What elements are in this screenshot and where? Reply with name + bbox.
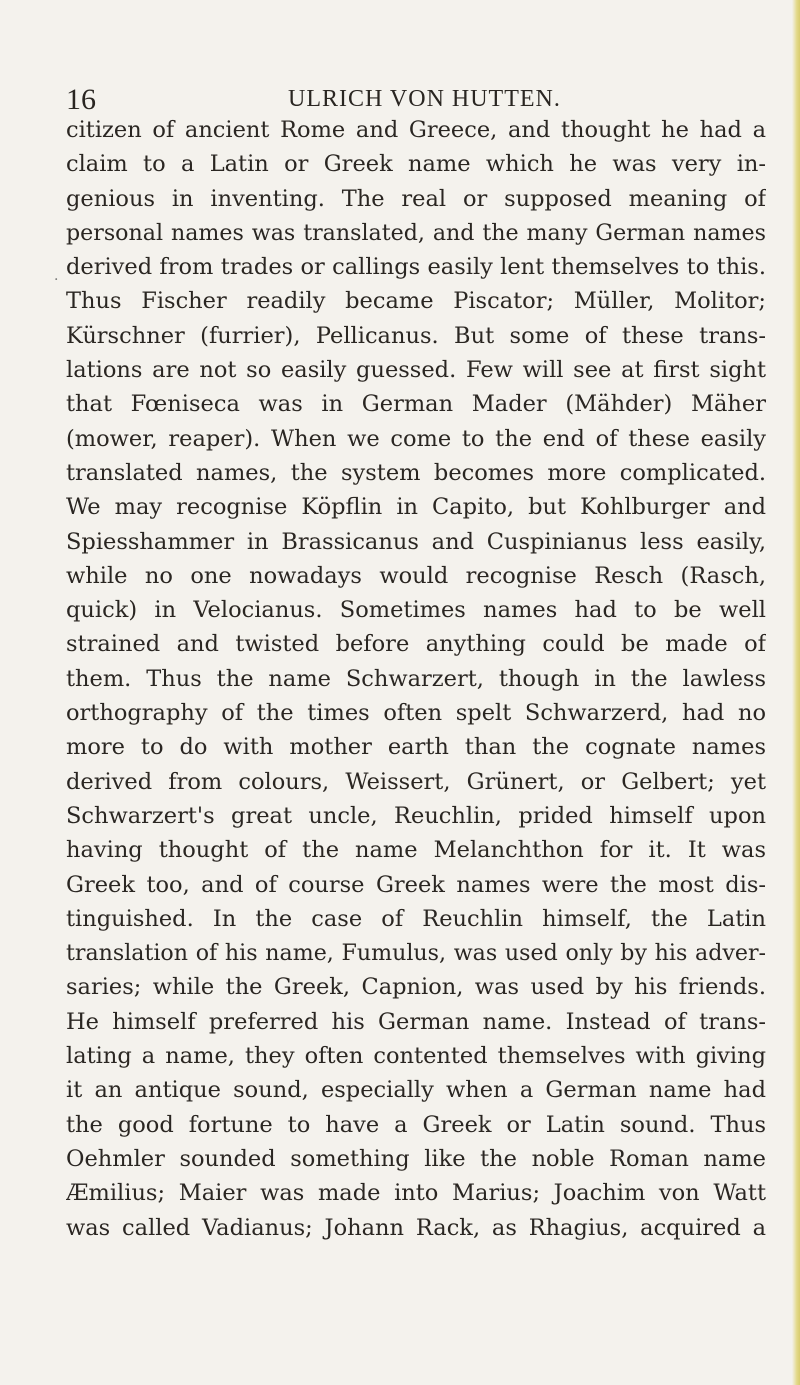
text-line: translated names, the system becomes more complicated.	[66, 459, 766, 486]
text-line: Kürschner (furrier), Pellicanus. But some of these trans-	[66, 322, 766, 349]
margin-mark: ·	[54, 272, 59, 288]
text-line: citizen of ancient Rome and Greece, and thought he had a	[66, 117, 766, 143]
text-line: He himself preferred his German name. Instead of trans-	[66, 1008, 766, 1035]
page-number: 16	[66, 83, 96, 116]
text-line: having thought of the name Melanchthon for it. It was	[66, 837, 766, 864]
text-line: the good fortune to have a Greek or Latin sound. Thus	[66, 1111, 766, 1138]
running-title: ULRICH VON HUTTEN.	[288, 86, 561, 112]
text-line: was called Vadianus; Johann Rack, as Rhagius, acquired a	[66, 1214, 766, 1241]
text-line: genious in inventing. The real or supposed meaning of	[66, 185, 766, 212]
text-line: translation of his name, Fumulus, was used only by his adver-	[66, 940, 766, 967]
text-line: derived from colours, Weissert, Grünert, or Gelbert; yet	[66, 768, 766, 795]
text-line: Æmilius; Maier was made into Marius; Joachim von Watt	[66, 1180, 766, 1207]
text-line: lating a name, they often contented themselves with giving	[66, 1043, 766, 1070]
text-line: orthography of the times often spelt Schwarzerd, had no	[66, 700, 766, 727]
text-line: while no one nowadays would recognise Resch (Rasch,	[66, 562, 766, 589]
text-line: tinguished. In the case of Reuchlin himself, the Latin	[66, 905, 766, 932]
page-edge	[792, 0, 800, 1385]
body-text	[66, 113, 766, 1245]
text-line: claim to a Latin or Greek name which he was very in-	[66, 151, 766, 178]
text-line: that Fœniseca was in German Mader (Mähder) Mäher	[66, 391, 766, 418]
text-line: Greek too, and of course Greek names were the most dis-	[66, 871, 766, 898]
text-line: Schwarzert's great uncle, Reuchlin, prided himself upon	[66, 802, 766, 829]
text-line: them. Thus the name Schwarzert, though in the lawless	[66, 665, 766, 692]
text-line: personal names was translated, and the many German names	[66, 219, 766, 246]
text-line: quick) in Velocianus. Sometimes names had to be well	[66, 597, 766, 624]
text-line: saries; while the Greek, Capnion, was used by his friends.	[66, 974, 766, 1001]
text-line: derived from trades or callings easily lent themselves to this.	[66, 254, 766, 281]
text-line: lations are not so easily guessed. Few will see at first sight	[66, 357, 766, 384]
text-line: (mower, reaper). When we come to the end of these easily	[66, 425, 766, 452]
text-line: strained and twisted before anything could be made of	[66, 631, 766, 658]
text-line: it an antique sound, especially when a German name had	[66, 1077, 766, 1104]
text-line: Oehmler sounded something like the noble Roman name	[66, 1145, 766, 1172]
text-line: Spiesshammer in Brassicanus and Cuspinianus less easily,	[66, 528, 766, 555]
text-line: more to do with mother earth than the cognate names	[66, 734, 766, 761]
text-line: We may recognise Köpflin in Capito, but Kohlburger and	[66, 494, 766, 521]
text-line: Thus Fischer readily became Piscator; Müller, Molitor;	[66, 288, 766, 315]
